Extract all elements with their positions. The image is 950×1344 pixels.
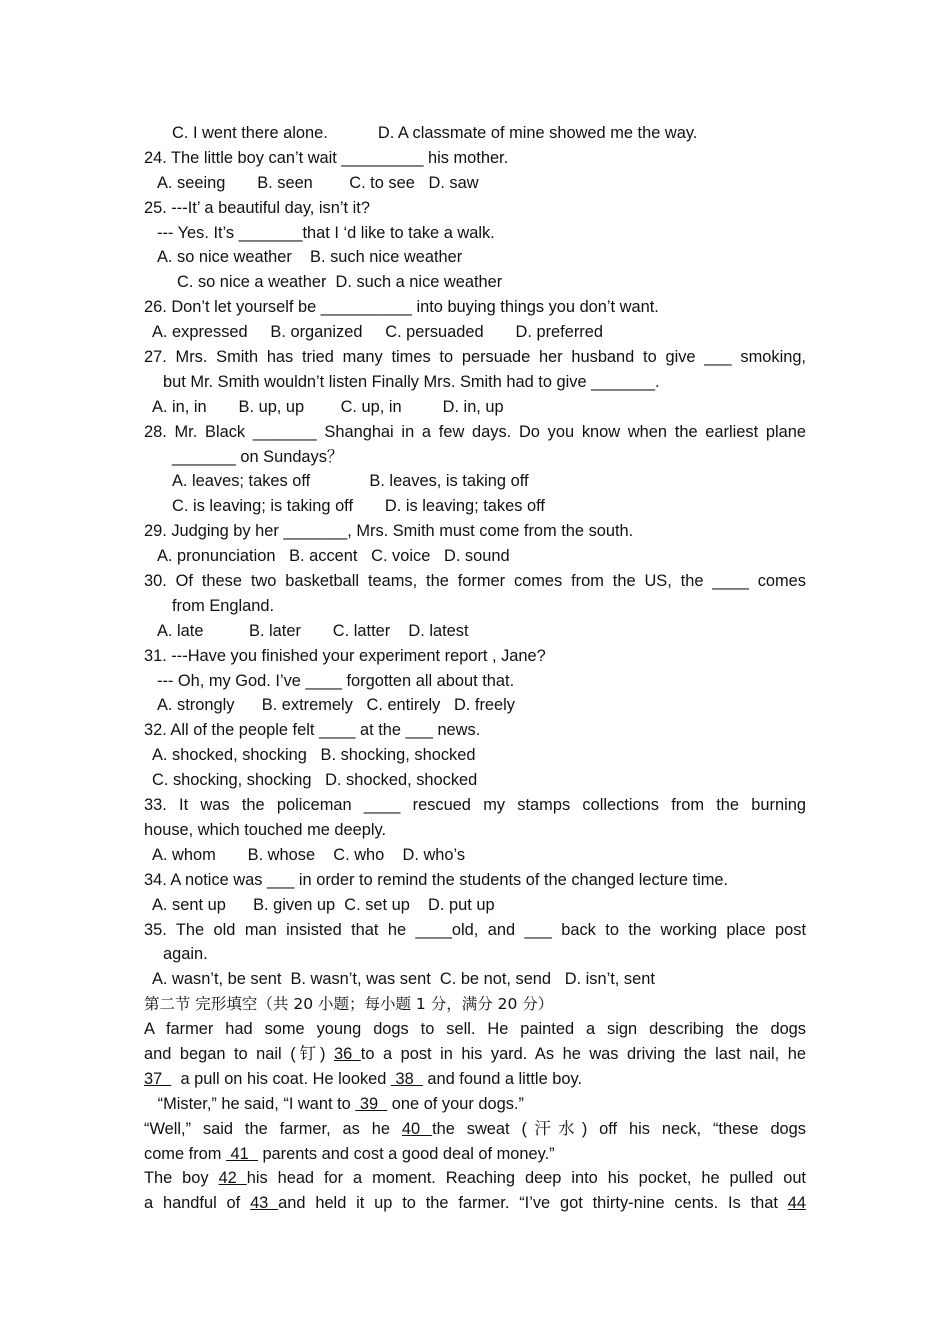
passage-line: a handful of 43 and held it up to the farmer. “I’ve got thirty-nine cents. Is that 44 — [144, 1194, 806, 1213]
question-line: A. sent up B. given up C. set up D. put up — [152, 895, 495, 914]
passage-line: “Mister,” he said, “I want to 39 one of your dogs.” — [144, 1094, 524, 1113]
question-line: A. shocked, shocking B. shocking, shocked — [152, 746, 476, 765]
blank-43: 43 — [250, 1194, 279, 1213]
question-line: A. wasn’t, be sent B. wasn’t, was sent C. be not, send D. isn’t, sent — [152, 970, 655, 989]
blank-40: 40 — [401, 1119, 433, 1138]
question-line: 25. ---It’ a beautiful day, isn’t it? — [144, 198, 370, 217]
blank-37: 37 — [144, 1069, 172, 1088]
passage-line: 37 a pull on his coat. He looked 38 and found a little boy. — [144, 1069, 583, 1088]
passage-line: “Well,” said the farmer, as he 40 the sweat (汗水) off his neck, “these dogs — [144, 1119, 806, 1138]
question-line: A. so nice weather B. such nice weather — [157, 248, 463, 267]
question-line: A. pronunciation B. accent C. voice D. sound — [157, 547, 510, 566]
section-heading: 第二节 完形填空（共 20 小题；每小题 1 分，满分 20 分） — [144, 995, 554, 1014]
blank-39: 39 — [355, 1094, 388, 1113]
question-line: 24. The little boy can’t wait _________ his mother. — [144, 148, 509, 167]
blank-36: 36 — [334, 1044, 361, 1063]
blank-38: 38 — [390, 1069, 423, 1088]
question-line: A. whom B. whose C. who D. who’s — [152, 845, 466, 864]
blank-41: 41 — [225, 1144, 258, 1163]
passage-line: come from 41 parents and cost a good deal of money.” — [144, 1144, 555, 1163]
question-line: 26. Don’t let yourself be __________ into buying things you don’t want. — [144, 298, 659, 317]
passage-line: and began to nail (钉) 36 to a post in his yard. As he was driving the last nail, he — [144, 1044, 806, 1063]
question-line: 30. Of these two basketball teams, the former comes from the US, the ____ comes — [144, 572, 806, 591]
question-line: C. shocking, shocking D. shocked, shocked — [152, 771, 478, 790]
question-line: --- Oh, my God. I’ve ____ forgotten all about that. — [157, 671, 515, 690]
question-line: 34. A notice was ___ in order to remind the students of the changed lecture time. — [144, 870, 729, 889]
passage-line: The boy 42 his head for a moment. Reaching deep into his pocket, he pulled out — [144, 1169, 806, 1188]
question-line: A. seeing B. seen C. to see D. saw — [157, 173, 479, 192]
question-line: A. in, in B. up, up C. up, in D. in, up — [152, 397, 504, 416]
passage-line: A farmer had some young dogs to sell. He painted a sign describing the dogs — [144, 1020, 806, 1039]
question-line: A. strongly B. extremely C. entirely D. freely — [157, 696, 515, 715]
question-line: again. — [163, 945, 208, 964]
question-line: A. late B. later C. latter D. latest — [157, 621, 469, 640]
question-line: --- Yes. It’s _______that I ‘d like to take a walk. — [157, 223, 495, 242]
question-line: _______ on Sundays？ — [172, 447, 344, 466]
question-line: 31. ---Have you finished your experiment report , Jane? — [144, 646, 546, 665]
question-line: 29. Judging by her _______, Mrs. Smith must come from the south. — [144, 522, 634, 541]
question-line: 33. It was the policeman ____ rescued my stamps collections from the burning — [144, 796, 806, 815]
blank-42: 42 — [218, 1169, 247, 1188]
question-line: A. leaves; takes off B. leaves, is taking off — [172, 472, 529, 491]
question-line: C. I went there alone. D. A classmate of mine showed me the way. — [172, 124, 698, 142]
blank-44: 44 — [787, 1194, 806, 1213]
question-line: A. expressed B. organized C. persuaded D. preferred — [152, 323, 603, 342]
question-line: house, which touched me deeply. — [144, 820, 387, 839]
exam-page — [144, 121, 806, 1216]
question-line: 28. Mr. Black _______ Shanghai in a few days. Do you know when the earliest plane — [144, 422, 806, 441]
question-line: C. so nice a weather D. such a nice weather — [177, 273, 503, 292]
question-line: 35. The old man insisted that he ____old, and ___ back to the working place post — [144, 920, 806, 939]
question-line: C. is leaving; is taking off D. is leaving; takes off — [172, 497, 545, 516]
question-line: 27. Mrs. Smith has tried many times to persuade her husband to give ___ smoking, — [144, 348, 806, 367]
question-line: but Mr. Smith wouldn’t listen Finally Mrs. Smith had to give _______. — [163, 372, 660, 391]
question-line: from England. — [172, 596, 275, 615]
question-list — [144, 121, 806, 992]
cloze-passage — [144, 1017, 806, 1216]
question-line: 32. All of the people felt ____ at the ___ news. — [144, 721, 481, 740]
